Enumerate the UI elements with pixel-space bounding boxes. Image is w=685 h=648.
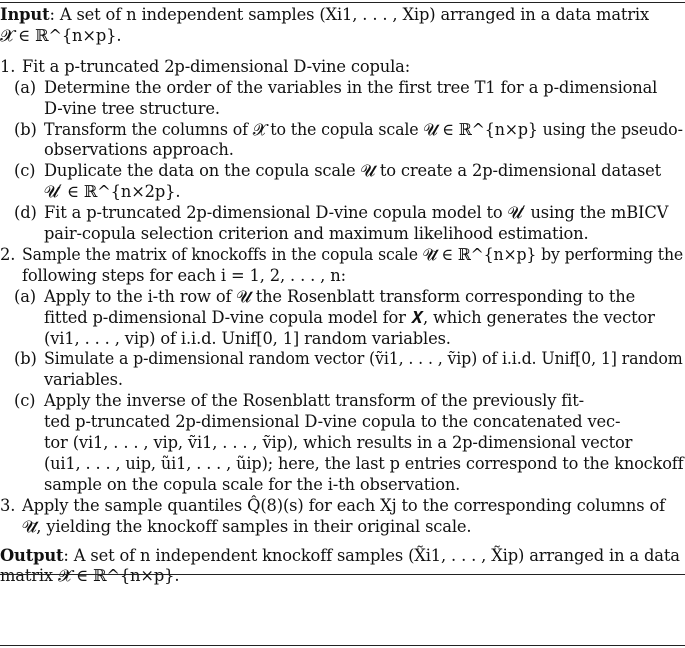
step-marker: 2. <box>0 244 16 264</box>
step-text: Sample the matrix of knockoffs in the copula scale 𝓤̃ ∈ ℝ^{n×p} by performing the <box>22 244 684 264</box>
bottom-rule <box>0 645 685 646</box>
substep-text: ted p-truncated 2p-dimensional D-vine copula to the concatenated vec- <box>44 412 621 432</box>
substep-marker: (c) <box>14 391 36 411</box>
substep-marker: (a) <box>14 77 36 97</box>
substep-text: observations approach. <box>44 140 234 160</box>
substep-text: Apply the inverse of the Rosenblatt transform of the previously fit- <box>44 391 584 411</box>
output-line-label: Output <box>0 545 64 565</box>
substep-text: 𝓤′ ∈ ℝ^{n×2p}. <box>44 182 181 202</box>
step-text: following steps for each i = 1, 2, . . . , n: <box>22 265 346 285</box>
substep-text: (vi1, . . . , vip) of i.i.d. Unif[0, 1] random variables. <box>44 328 451 348</box>
output-line-text: : A set of n independent knockoff samples (X̃i1, . . . , X̃ip) arranged in a data <box>63 545 680 565</box>
step-text: Apply the sample quantiles Q̂(8)(s) for each Xj to the corresponding columns of <box>22 495 666 515</box>
step-text: 𝓤̃, yielding the knockoff samples in their original scale. <box>22 516 472 536</box>
substep-text: Transform the columns of 𝓧 to the copula scale 𝓤 ∈ ℝ^{n×p} using the pseudo- <box>44 119 683 139</box>
substep-text: Determine the order of the variables in the first tree T1 for a p-dimensional <box>44 77 658 97</box>
input-line: 𝓧 ∈ ℝ^{n×p}. <box>0 25 122 45</box>
input-line <box>0 5 649 25</box>
substep-marker: (c) <box>14 161 36 181</box>
substep-text: pair-copula selection criterion and maximum likelihood estimation. <box>44 224 589 243</box>
step-marker: 3. <box>0 495 16 515</box>
substep-text: sample on the copula scale for the i-th observation. <box>44 474 461 494</box>
output-line <box>0 546 680 566</box>
substep-marker: (d) <box>14 203 37 223</box>
substep-text: (ui1, . . . , uip, ũi1, . . . , ũip); here, the last p entries correspond to the knockoff <box>44 453 684 473</box>
step-text: Fit a p-truncated 2p-dimensional D-vine copula: <box>22 56 411 76</box>
substep-text: tor (vi1, . . . , vip, ṽi1, . . . , ṽip), which results in a 2p-dimensional vector <box>44 433 633 452</box>
input-line-text: : A set of n independent samples (Xi1, . . . , Xip) arranged in a data matrix <box>49 5 650 24</box>
substep-marker: (a) <box>14 286 36 306</box>
substep-marker: (b) <box>14 119 37 139</box>
top-rule <box>0 2 685 3</box>
substep-text: D-vine tree structure. <box>44 98 220 118</box>
substep-text: Apply to the i-th row of 𝓤 the Rosenblatt transform corresponding to the <box>44 286 636 306</box>
substep-text: variables. <box>44 370 123 390</box>
input-line-label: Input <box>0 5 50 24</box>
substep-text: Fit a p-truncated 2p-dimensional D-vine copula model to 𝓤′ using the mBICV <box>44 203 669 223</box>
substep-text: Duplicate the data on the copula scale 𝓤 to create a 2p-dimensional dataset <box>44 161 662 181</box>
substep-text: fitted p-dimensional D-vine copula model for 𝑿, which generates the vector <box>44 307 655 327</box>
output-line: matrix 𝓧̃ ∈ ℝ^{n×p}. <box>0 566 180 586</box>
substep-text: Simulate a p-dimensional random vector (ṽi1, . . . , ṽip) of i.i.d. Unif[0, 1] random <box>44 349 683 369</box>
substep-marker: (b) <box>14 349 37 369</box>
step-marker: 1. <box>0 56 16 76</box>
separator-rule <box>0 574 685 575</box>
